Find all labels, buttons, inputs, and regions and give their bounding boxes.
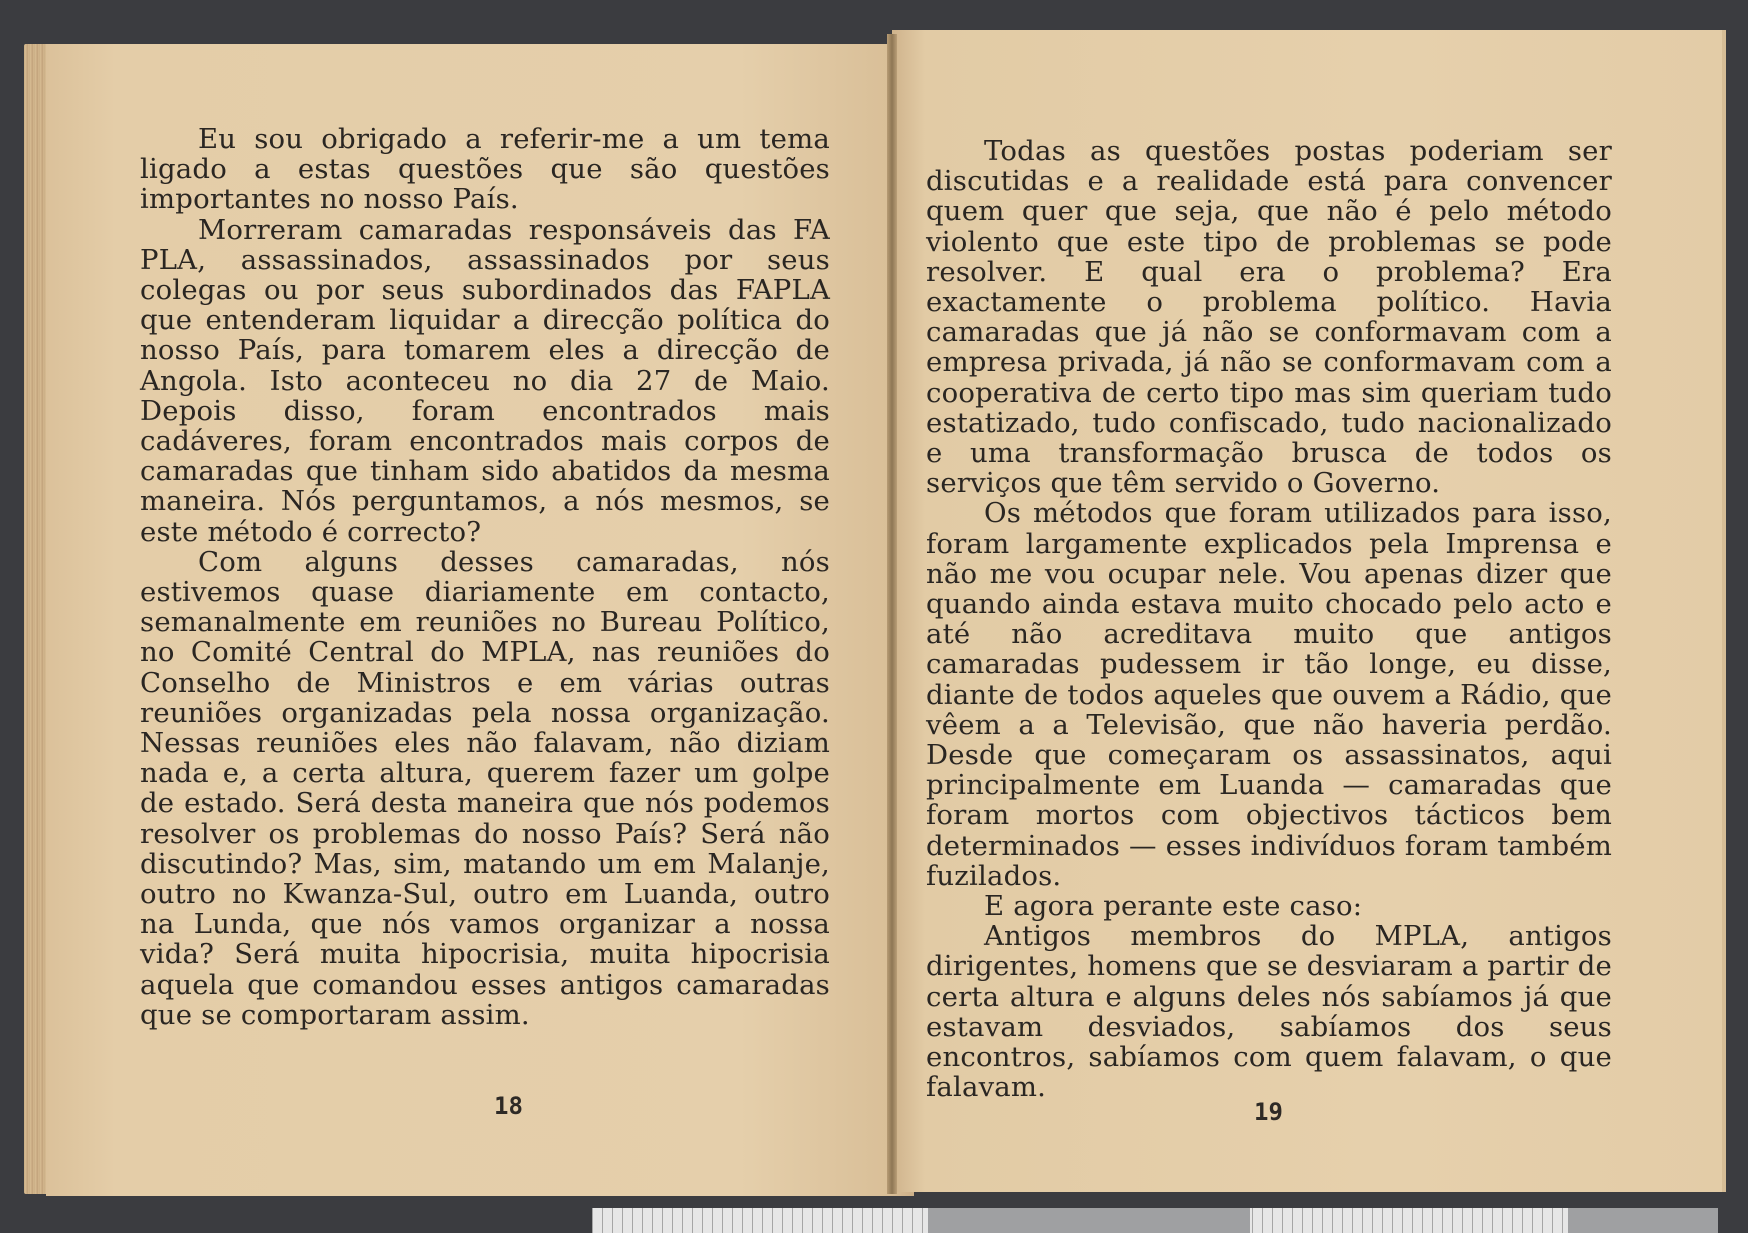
scale-ruler bbox=[592, 1208, 1718, 1233]
right-paragraph-4: Antigos membros do MPLA, antigos dirigentes, homens que se desviaram a partir de certa altura e alguns deles nós sabíamos já que estavam desviados, sabíamos dos seus encontros, sabíamos com quem falavam, o que falavam. bbox=[926, 920, 1612, 1104]
left-page-text bbox=[140, 124, 830, 1030]
ruler-dark-segment bbox=[928, 1208, 1250, 1233]
right-paragraph-1: Todas as questões postas poderiam ser discutidas e a realidade está para convencer quem quer que seja, que não é pelo método violento que este tipo de problemas se pode resolver. E qual era o problema? Era exactamente o problema político. Havia camaradas que já não se conformavam com a empresa privada, já não se conformavam com a cooperativa de certo tipo mas sim queriam tudo estatizado, tudo confiscado, tudo nacionalizado e uma transformação brusca de todos os serviços que têm servido o Governo. bbox=[926, 135, 1612, 500]
book-gutter bbox=[887, 34, 897, 1194]
left-paragraph-1: Eu sou obrigado a referir-me a um tema ligado a estas questões que são questões importantes no nosso País. bbox=[140, 123, 830, 216]
ruler-dark-segment bbox=[1568, 1208, 1718, 1233]
left-paragraph-3: Com alguns desses camaradas, nós estivemos quase diariamente em contacto, semanalmente em reuniões no Bureau Político, no Comité Central do MPLA, nas reuniões do Conselho de Ministros e em várias outras reuniões organizadas pela nossa organização. Nessas reuniões eles não falavam, não diziam nada e, a certa altura, querem fazer um golpe de estado. Será desta maneira que nós podemos resolver os problemas do nosso País? Será não discutindo? Mas, sim, matando um em Malanje, outro no Kwanza-Sul, outro em Luanda, outro na Lunda, que nós vamos organizar a nossa vida? Será muita hipocrisia, muita hipocrisia aquela que comandou esses antigos camaradas que se comportaram assim. bbox=[140, 545, 830, 1031]
right-page-number: 19 bbox=[1254, 1098, 1283, 1126]
right-paragraph-3: E agora perante este caso: bbox=[984, 890, 1363, 923]
left-page-number: 18 bbox=[494, 1092, 523, 1120]
right-paragraph-2: Os métodos que foram utilizados para isso, foram largamente explicados pela Imprensa e não me vou ocupar nele. Vou apenas dizer que quando ainda estava muito chocado pelo acto e até não acreditava muito que antigos camaradas pudessem ir tão longe, eu disse, diante de todos aqueles que ouvem a Rádio, que vêem a a Televisão, que não haveria perdão. Desde que começaram os assassinatos, aqui principalmente em Luanda — camaradas que foram mortos com objectivos tácticos bem determinados — esses indivíduos foram também fuzilados. bbox=[926, 497, 1612, 892]
right-page-text bbox=[926, 136, 1612, 1103]
left-paragraph-2: Morreram camaradas responsáveis das FA PLA, assassinados, assassinados por seus colegas ou por seus subordinados das FAPLA que entenderam liquidar a direcção política do nosso País, para tomarem eles a direcção de Angola. Isto aconteceu no dia 27 de Maio. Depois disso, foram encontrados mais cadáveres, foram encontrados mais corpos de camaradas que tinham sido abatidos da mesma maneira. Nós perguntamos, a nós mesmos, se este método é correcto? bbox=[140, 213, 830, 548]
